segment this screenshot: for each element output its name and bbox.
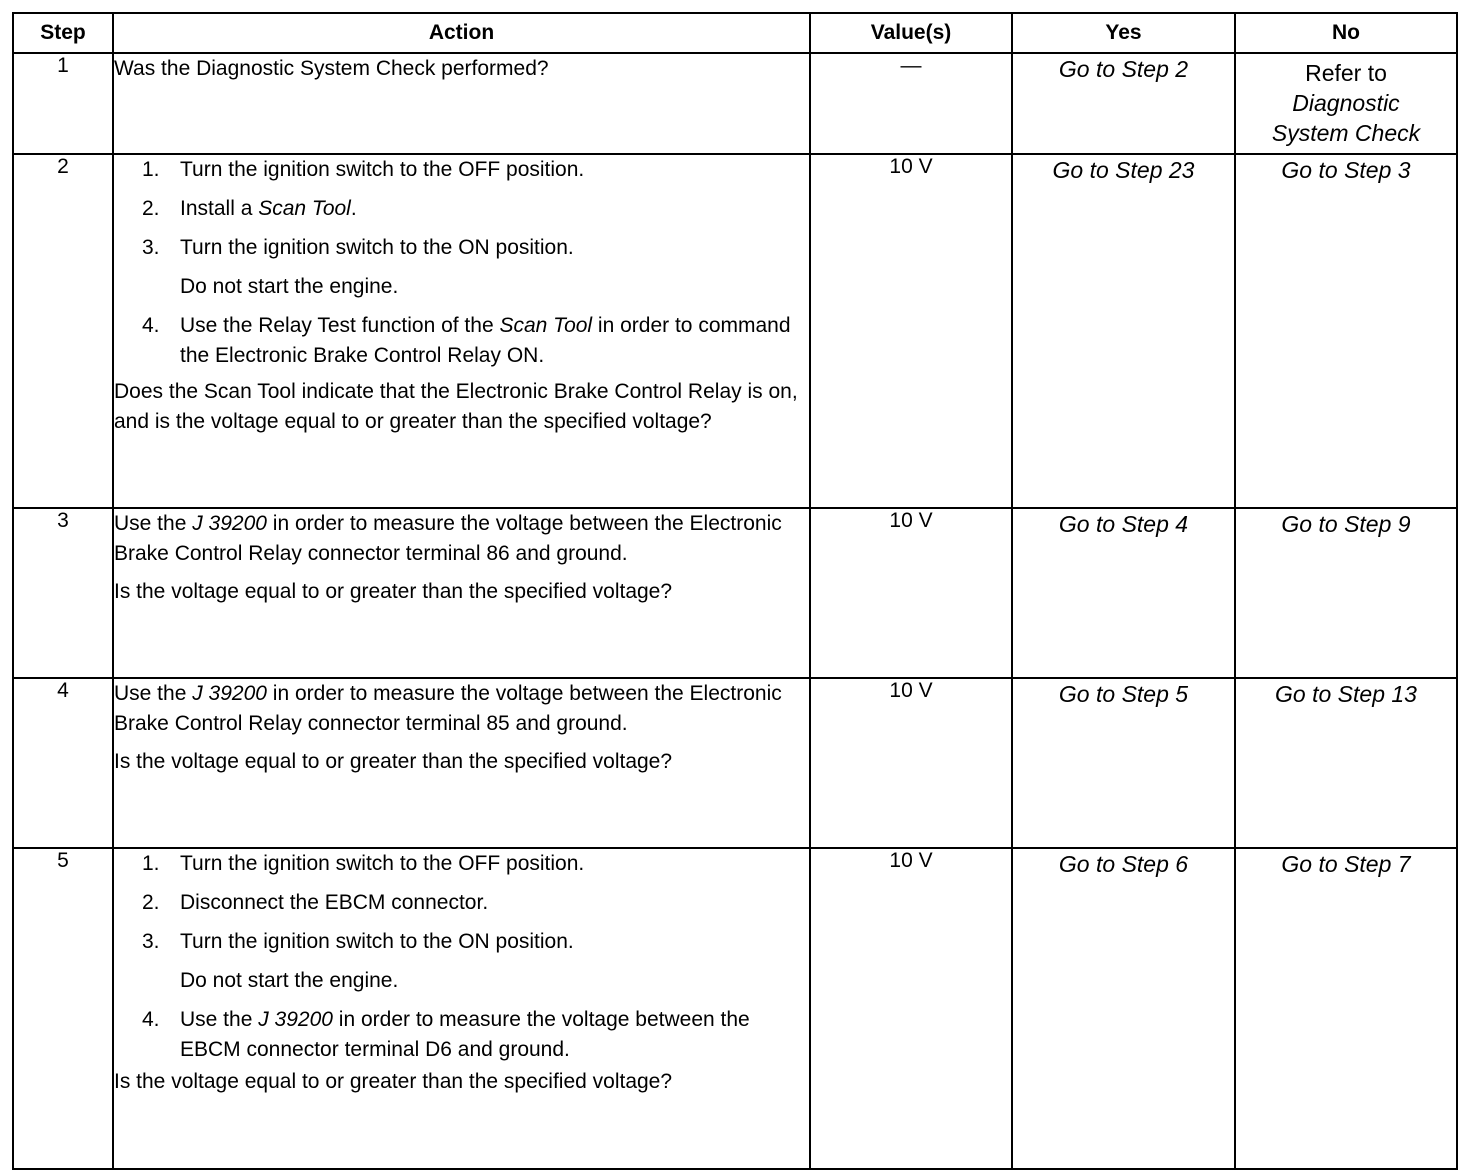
item-number: 1. [142, 852, 160, 875]
no-link[interactable]: Go to Step 9 [1235, 508, 1457, 678]
value-cell: 10 V [810, 848, 1012, 1169]
action-steps [114, 155, 809, 371]
item-text: . [350, 197, 357, 220]
tool-name: J 39200 [258, 1008, 333, 1031]
tool-name: Scan Tool [258, 197, 351, 220]
action-instruction [114, 509, 809, 569]
action-question: Was the Diagnostic System Check performed? [114, 57, 549, 80]
item-number: 1. [142, 158, 160, 181]
item-text: Disconnect the EBCM connector. [180, 891, 489, 914]
item-note: Do not start the engine. [180, 969, 399, 992]
yes-link[interactable]: Go to Step 2 [1012, 53, 1235, 154]
header-yes: Yes [1012, 13, 1235, 53]
no-link[interactable]: Go to Step 3 [1235, 154, 1457, 508]
table-row [13, 154, 1457, 508]
item-text: Turn the ignition switch to the ON position. [180, 930, 574, 953]
list-item [142, 927, 809, 996]
diagnostic-table [12, 12, 1458, 1170]
step-number: 2 [13, 154, 113, 508]
item-text: Turn the ignition switch to the ON position. [180, 236, 574, 259]
action-steps [114, 849, 809, 1065]
item-text: in order to command the Electronic Brake Control Relay ON. [180, 314, 791, 367]
list-item [142, 888, 809, 918]
value-cell: — [810, 53, 1012, 154]
instruction-text: in order to measure the voltage between the Electronic Brake Control Relay connector terminal 85 and ground. [114, 682, 782, 735]
yes-link[interactable]: Go to Step 6 [1012, 848, 1235, 1169]
item-text: Turn the ignition switch to the OFF position. [180, 158, 585, 181]
yes-link[interactable]: Go to Step 5 [1012, 678, 1235, 848]
instruction-text: Use the [114, 512, 193, 535]
no-link-line2[interactable]: System Check [1271, 120, 1421, 146]
tool-name: J 39200 [192, 682, 267, 705]
header-step: Step [13, 13, 113, 53]
header-action: Action [113, 13, 810, 53]
action-cell [113, 154, 810, 508]
table-row [13, 508, 1457, 678]
action-question: Does the Scan Tool indicate that the Electronic Brake Control Relay is on, and is the voltage equal to or greater than the specified voltage? [114, 380, 798, 433]
item-number: 4. [142, 314, 160, 337]
action-instruction [114, 679, 809, 739]
table-row [13, 53, 1457, 154]
step-number: 1 [13, 53, 113, 154]
item-text: in order to measure the voltage between the EBCM connector terminal D6 and ground. [180, 1008, 750, 1061]
yes-link[interactable]: Go to Step 23 [1012, 154, 1235, 508]
item-number: 2. [142, 891, 160, 914]
list-item [142, 194, 809, 224]
item-text: Use the [180, 1008, 259, 1031]
step-number: 4 [13, 678, 113, 848]
list-item [142, 1005, 809, 1065]
value-cell: 10 V [810, 678, 1012, 848]
header-values: Value(s) [810, 13, 1012, 53]
action-cell [113, 848, 810, 1169]
item-number: 2. [142, 197, 160, 220]
item-text: Install a [180, 197, 259, 220]
item-note: Do not start the engine. [180, 275, 399, 298]
no-cell [1235, 53, 1457, 154]
action-question: Is the voltage equal to or greater than the specified voltage? [114, 1070, 673, 1093]
action-cell [113, 53, 810, 154]
no-link[interactable]: Go to Step 13 [1235, 678, 1457, 848]
item-text: Use the Relay Test function of the [180, 314, 500, 337]
list-item [142, 311, 809, 371]
table-row [13, 678, 1457, 848]
action-cell [113, 678, 810, 848]
list-item [142, 849, 809, 879]
item-number: 3. [142, 930, 160, 953]
instruction-text: in order to measure the voltage between the Electronic Brake Control Relay connector terminal 86 and ground. [114, 512, 782, 565]
no-link[interactable]: Go to Step 7 [1235, 848, 1457, 1169]
action-question: Is the voltage equal to or greater than the specified voltage? [114, 580, 673, 603]
tool-name: J 39200 [192, 512, 267, 535]
yes-link[interactable]: Go to Step 4 [1012, 508, 1235, 678]
item-number: 4. [142, 1008, 160, 1031]
list-item [142, 233, 809, 302]
step-number: 5 [13, 848, 113, 1169]
action-question: Is the voltage equal to or greater than the specified voltage? [114, 750, 673, 773]
action-cell [113, 508, 810, 678]
value-cell: 10 V [810, 154, 1012, 508]
item-text: Turn the ignition switch to the OFF position. [180, 852, 585, 875]
header-row [13, 13, 1457, 53]
instruction-text: Use the [114, 682, 193, 705]
tool-name: Scan Tool [499, 314, 593, 337]
step-number: 3 [13, 508, 113, 678]
header-no: No [1235, 13, 1457, 53]
value-cell: 10 V [810, 508, 1012, 678]
no-refer-prefix: Refer to [1305, 60, 1387, 86]
item-number: 3. [142, 236, 160, 259]
list-item [142, 155, 809, 185]
no-link-line1[interactable]: Diagnostic [1292, 90, 1400, 116]
table-row [13, 848, 1457, 1169]
